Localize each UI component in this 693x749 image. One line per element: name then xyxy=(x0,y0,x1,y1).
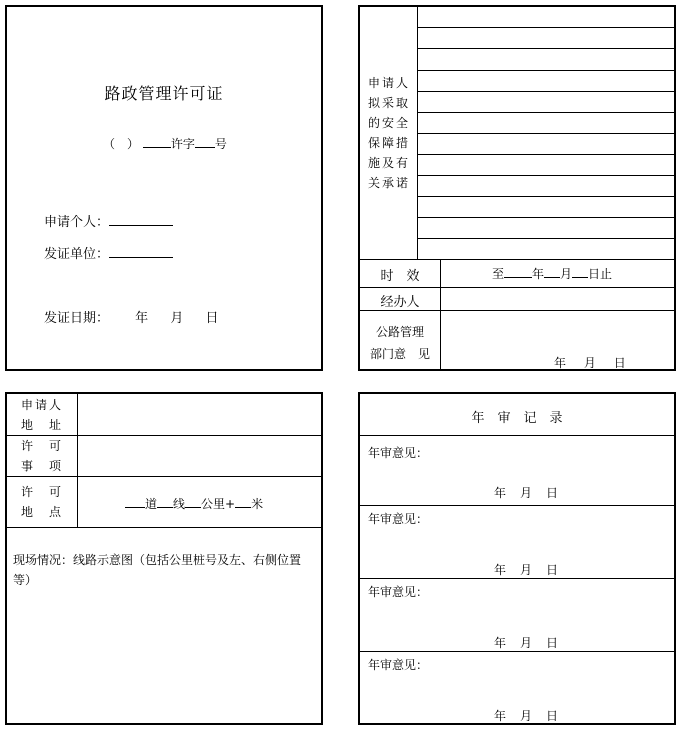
details-label-divider xyxy=(77,394,78,527)
validity-row-top xyxy=(360,259,674,260)
handler-label: 经办人 xyxy=(380,295,420,310)
issuer-row xyxy=(44,243,173,262)
location-label: 许 可 地 点 xyxy=(20,485,63,519)
annual-divider xyxy=(360,435,674,436)
validity-label: 时 效 xyxy=(380,269,420,284)
number-blank-1[interactable] xyxy=(143,135,171,148)
measures-line[interactable] xyxy=(417,154,674,155)
measures-line[interactable] xyxy=(417,196,674,197)
annual-divider xyxy=(360,651,674,652)
applicant-row xyxy=(44,211,173,230)
annual-entry-label: 年审意见： xyxy=(368,658,429,672)
measures-line[interactable] xyxy=(417,217,674,218)
measures-line[interactable] xyxy=(417,48,674,49)
matter-field[interactable] xyxy=(79,437,321,475)
measures-line[interactable] xyxy=(417,175,674,176)
bottom-label-divider xyxy=(440,259,441,369)
issue-date-day: 日 xyxy=(205,311,219,326)
number-suffix-2: 号 xyxy=(214,137,227,151)
annual-divider xyxy=(360,505,674,506)
details-panel xyxy=(5,392,323,725)
permit-number-line xyxy=(103,135,227,152)
issue-date-month: 月 xyxy=(170,311,184,326)
annual-entry-date: 年 月 日 xyxy=(494,486,559,500)
number-paren: （ ） xyxy=(103,137,140,151)
annual-entry-label: 年审意见： xyxy=(368,512,429,526)
measures-line[interactable] xyxy=(417,133,674,134)
annual-entry-date: 年 月 日 xyxy=(494,563,559,577)
annual-entry-label: 年审意见： xyxy=(368,446,429,460)
cover-panel xyxy=(5,5,323,371)
issuer-field[interactable] xyxy=(109,245,173,258)
annual-panel xyxy=(358,392,676,725)
measures-line[interactable] xyxy=(417,70,674,71)
address-label: 申请人 地 址 xyxy=(20,398,63,432)
details-row-divider xyxy=(7,527,321,528)
measures-line[interactable] xyxy=(417,112,674,113)
issue-date-year: 年 xyxy=(135,311,149,326)
validity-value[interactable]: 至 年 月 日止 xyxy=(492,267,613,281)
number-blank-2[interactable] xyxy=(195,135,215,148)
annual-entry-date: 年 月 日 xyxy=(494,709,559,723)
handler-field[interactable] xyxy=(442,289,674,309)
measures-label: 申请人 拟采取 的安全 保障措 施及有 关承诺 xyxy=(368,76,411,190)
issuer-label: 发证单位： xyxy=(44,247,110,262)
site-situation-text: 现场情况：线路示意图（包括公里桩号及左、右侧位置等） xyxy=(13,553,302,587)
dept-label: 公路管理 部门意 见 xyxy=(369,325,430,361)
issue-date-row xyxy=(44,307,218,326)
location-value[interactable]: 道 线 公里+ 米 xyxy=(125,495,263,512)
applicant-label: 申请个人： xyxy=(44,215,110,230)
details-row-divider xyxy=(7,476,321,477)
measures-line[interactable] xyxy=(417,27,674,28)
measures-line[interactable] xyxy=(417,238,674,239)
annual-divider xyxy=(360,578,674,579)
annual-title: 年 审 记 录 xyxy=(471,411,563,426)
dept-date: 年 月 日 xyxy=(554,356,626,370)
measures-panel xyxy=(358,5,676,371)
annual-entry-label: 年审意见： xyxy=(368,585,429,599)
applicant-field[interactable] xyxy=(109,213,173,226)
measures-line[interactable] xyxy=(417,91,674,92)
address-field[interactable] xyxy=(79,396,321,434)
number-suffix-1: 许字 xyxy=(170,137,195,151)
dept-row-top xyxy=(360,310,674,311)
issue-date-label: 发证日期： xyxy=(44,311,110,326)
permit-title: 路政管理许可证 xyxy=(104,84,224,103)
handler-row-top xyxy=(360,287,674,288)
annual-entry-date: 年 月 日 xyxy=(494,636,559,650)
matter-label: 许 可 事 项 xyxy=(20,439,63,473)
